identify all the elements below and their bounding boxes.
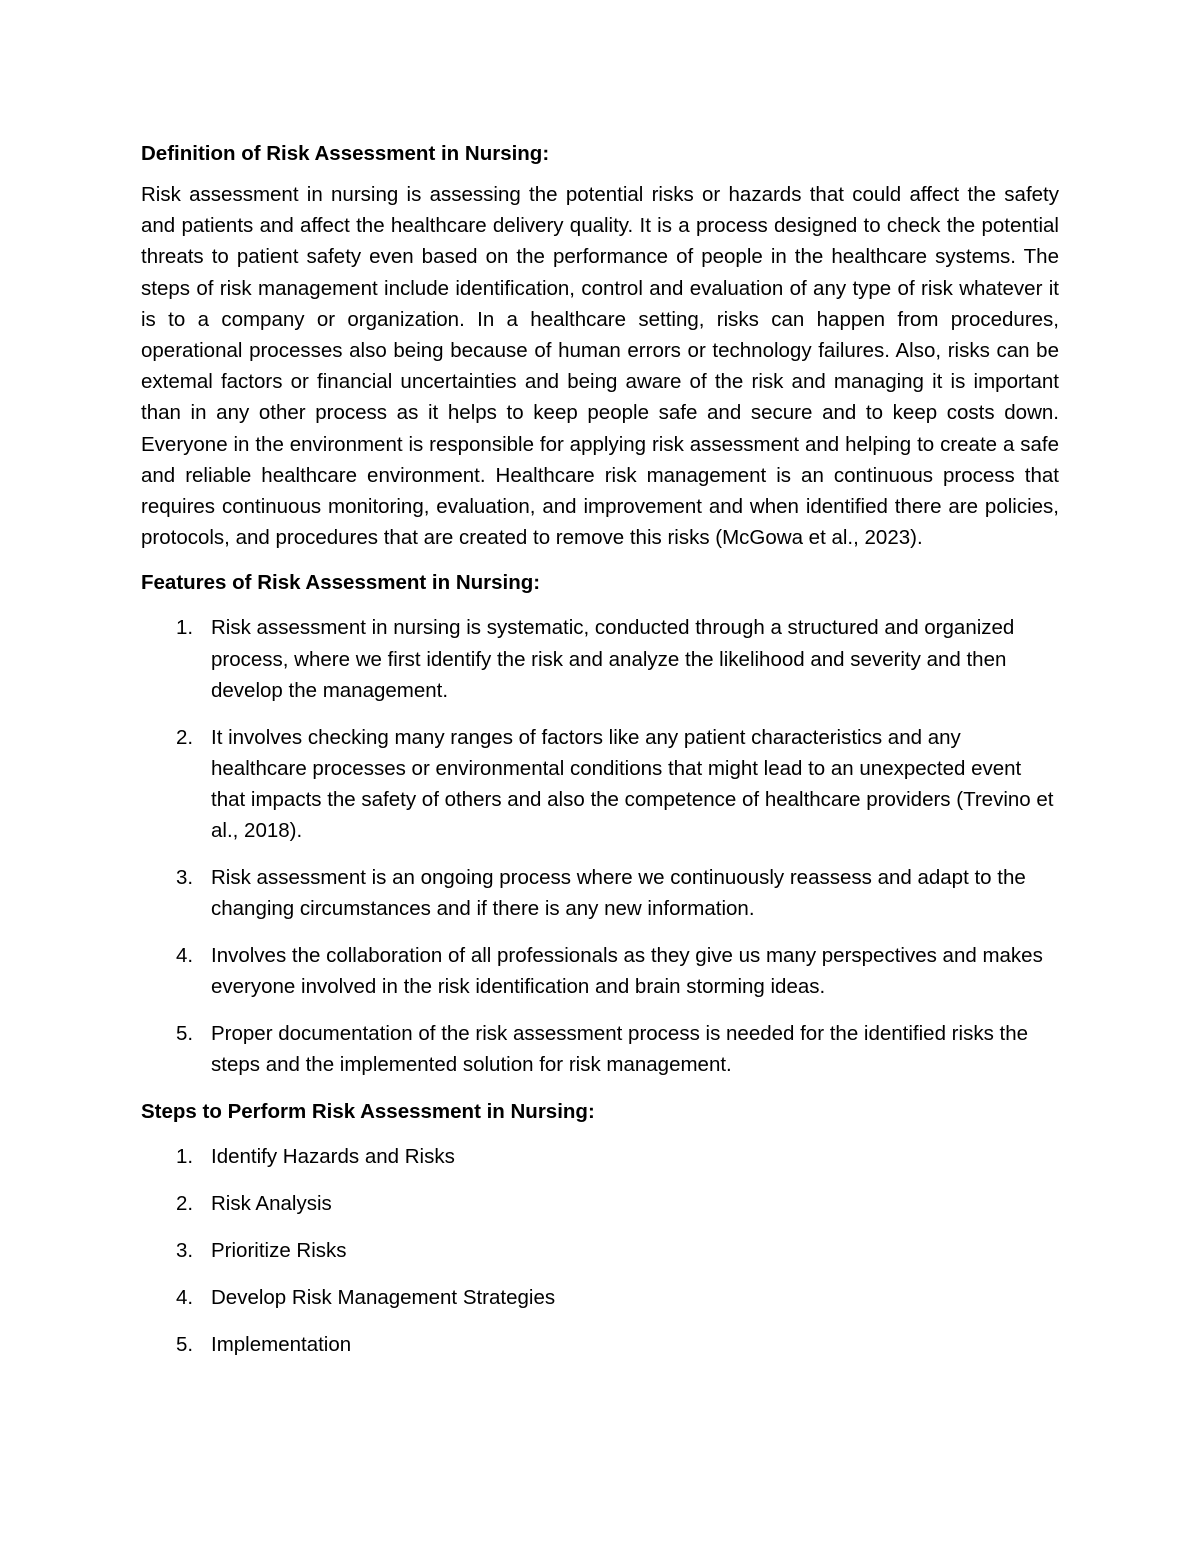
list-item xyxy=(141,722,1059,847)
list-number: 4. xyxy=(176,1285,194,1309)
list-number: 2. xyxy=(176,1191,194,1215)
list-number: 3. xyxy=(176,865,194,889)
list-number: 4. xyxy=(176,943,194,967)
list-number: 1. xyxy=(176,1144,194,1168)
document-page xyxy=(141,138,1059,1376)
list-item xyxy=(141,1141,1059,1172)
steps-heading: Steps to Perform Risk Assessment in Nursing: xyxy=(141,1099,595,1123)
list-item xyxy=(141,940,1059,1002)
list-item-text: Implementation xyxy=(211,1332,352,1356)
list-number: 2. xyxy=(176,725,194,749)
list-item xyxy=(141,1282,1059,1313)
definition-heading: Definition of Risk Assessment in Nursing: xyxy=(141,142,550,165)
list-item-text: Risk assessment in nursing is systematic, conducted through a structured and organized process, where we first identify the risk and analyze the likelihood and severity and then develop the management. xyxy=(211,616,1015,702)
list-item xyxy=(141,1188,1059,1219)
list-number: 5. xyxy=(176,1332,194,1356)
list-item-text: Develop Risk Management Strategies xyxy=(211,1285,556,1309)
list-item xyxy=(141,1235,1059,1266)
list-item-text: Prioritize Risks xyxy=(211,1238,347,1262)
list-number: 1. xyxy=(176,616,194,640)
features-heading: Features of Risk Assessment in Nursing: xyxy=(141,571,541,595)
list-item-text: Identify Hazards and Risks xyxy=(211,1144,455,1168)
list-item xyxy=(141,862,1059,924)
list-item xyxy=(141,612,1059,706)
definition-paragraph: Risk assessment in nursing is assessing the potential risks or hazards that could affect the safety and patients and affect the healthcare delivery quality. It is a process designed to check the potential threats to patient safety even based on the performance of people in the healthcare systems. The steps of risk management include identification, control and evaluation of any type of risk whatever it is to a company or organization. In a healthcare setting, risks can happen from procedures, operational processes also being because of human errors or technology failures. Also, risks can be extemal factors or financial uncertainties and being aware of the risk and managing it is important than in any other process as it helps to keep people safe and secure and to keep costs down. Everyone in the environment is responsible for applying risk assessment and helping to create a safe and reliable healthcare environment. Healthcare risk management is an continuous process that requires continuous monitoring, evaluation, and improvement and when identified there are policies, protocols, and procedures that are created to remove this risks (McGowa et al., 2023). xyxy=(141,183,1059,550)
list-item-text: Risk assessment is an ongoing process where we continuously reassess and adapt to the changing circumstances and if there is any new information. xyxy=(211,865,1026,921)
list-item-text: Involves the collaboration of all professionals as they give us many perspectives and makes everyone involved in the risk identification and brain storming ideas. xyxy=(211,943,1043,998)
list-item xyxy=(141,1329,1059,1360)
list-item xyxy=(141,1018,1059,1080)
features-list xyxy=(141,612,1059,1080)
list-item-text: Proper documentation of the risk assessment process is needed for the identified risks the steps and the implemented solution for risk management. xyxy=(211,1021,1029,1076)
list-item-text: It involves checking many ranges of factors like any patient characteristics and any healthcare processes or environmental conditions that might lead to an unexpected event that impacts the safety of others and also the competence of healthcare providers (Trevino et al., 2018). xyxy=(211,725,1054,843)
list-number: 5. xyxy=(176,1021,194,1045)
list-item-text: Risk Analysis xyxy=(211,1191,332,1215)
steps-list xyxy=(141,1141,1059,1360)
list-number: 3. xyxy=(176,1238,194,1262)
